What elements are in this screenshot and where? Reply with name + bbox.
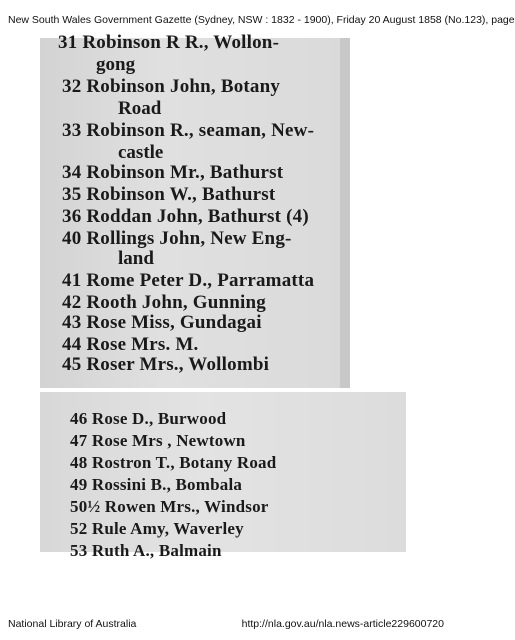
list-entry-continuation: land [118, 248, 154, 269]
list-entry: 34 Robinson Mr., Bathurst [62, 162, 284, 183]
page-header-title: New South Wales Government Gazette (Sydney, NSW : 1832 - 1900), Friday 20 August 1858 (No.123), page [8, 14, 515, 26]
list-entry: 32 Robinson John, Botany [62, 76, 281, 97]
list-entry: 46 Rose D., Burwood [70, 409, 227, 428]
list-entry-continuation: castle [118, 142, 164, 163]
newspaper-clipping-lower [40, 392, 406, 560]
list-entry: 41 Rome Peter D., Parramatta [62, 270, 315, 291]
list-entry: 45 Roser Mrs., Wollombi [62, 354, 270, 375]
list-entry: 48 Rostron T., Botany Road [70, 453, 277, 472]
list-entry: 49 Rossini B., Bombala [70, 475, 243, 494]
list-entry-continuation: Road [118, 98, 162, 119]
list-entry: 43 Rose Miss, Gundagai [62, 312, 262, 333]
list-entry: 44 Rose Mrs. M. [62, 334, 199, 355]
list-entry: 33 Robinson R., seaman, New- [62, 120, 315, 141]
clipping-edge-shadow [340, 38, 350, 388]
list-entry: 52 Rule Amy, Waverley [70, 519, 244, 538]
newspaper-clipping-upper [40, 32, 350, 388]
list-entry: 47 Rose Mrs , Newtown [70, 431, 246, 450]
list-entry: 50½ Rowen Mrs., Windsor [70, 497, 269, 516]
list-entry: 42 Rooth John, Gunning [62, 292, 266, 313]
list-entry: 36 Roddan John, Bathurst (4) [62, 206, 309, 227]
footer-library-name: National Library of Australia [8, 618, 137, 630]
list-entry: 40 Rollings John, New Eng- [62, 228, 292, 249]
list-entry-continuation: gong [96, 54, 136, 75]
list-entry: 31 Robinson R R., Wollon- [58, 32, 280, 53]
list-entry: 53 Ruth A., Balmain [70, 541, 222, 560]
footer-article-url[interactable]: http://nla.gov.au/nla.news-article229600720 [241, 618, 444, 630]
list-entry: 35 Robinson W., Bathurst [62, 184, 276, 205]
